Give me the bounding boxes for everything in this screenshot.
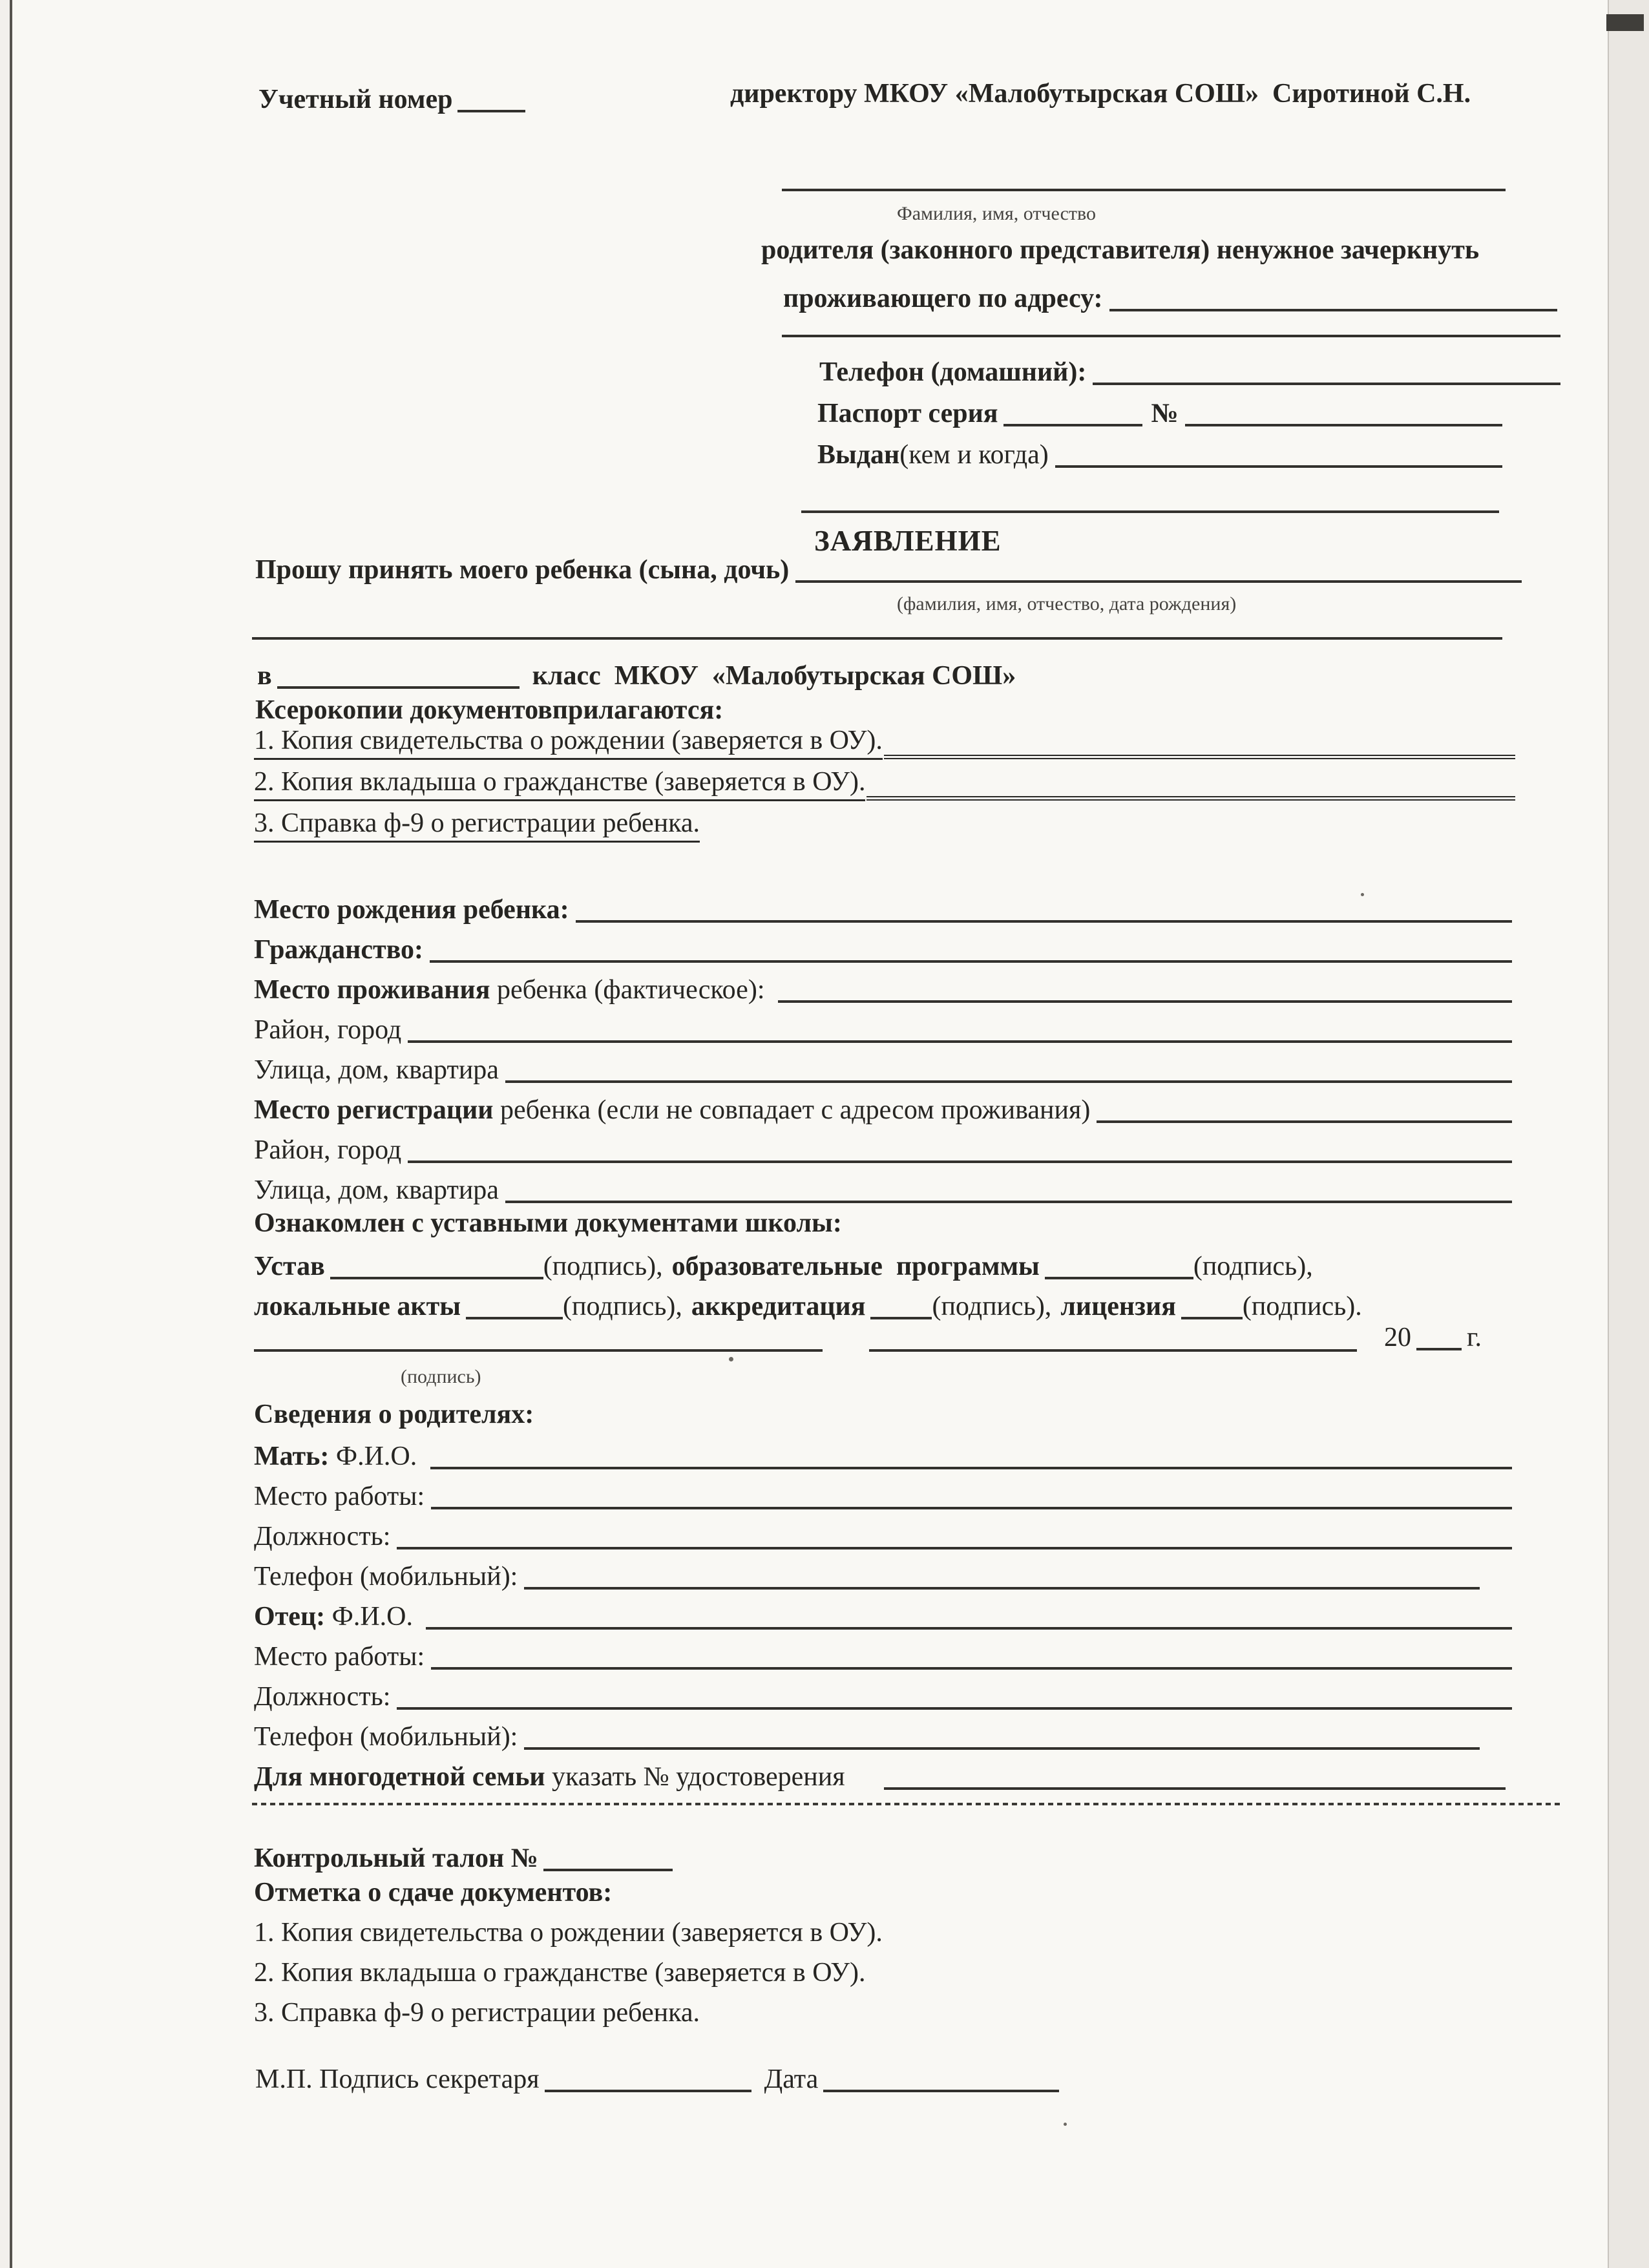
year-prefix: 20 — [1384, 1322, 1411, 1352]
residence-label-bold: Место проживания — [254, 974, 490, 1005]
control-coupon-row — [254, 1838, 673, 1874]
local-acts-row — [254, 1286, 1362, 1322]
father-fio-blank — [426, 1627, 1512, 1630]
parents-header: Сведения о родителях: — [254, 1400, 534, 1429]
mother-label: Мать: — [254, 1441, 330, 1471]
copies-item-row — [254, 765, 1515, 801]
date-blank — [823, 2090, 1059, 2092]
secretary-row — [255, 2059, 1059, 2095]
street-blank — [505, 1201, 1512, 1203]
charter-label: Устав — [254, 1251, 325, 1281]
mother-fio-blank — [430, 1467, 1512, 1469]
request-label: Прошу принять моего ребенка (сына, дочь) — [255, 554, 790, 585]
docs-item: 3. Справка ф-9 о регистрации ребенка. — [254, 1998, 700, 2028]
position-row — [254, 1676, 1512, 1712]
copies-item-blank — [884, 755, 1515, 759]
passport-issued-row — [817, 434, 1502, 470]
fio-caption: Фамилия, имя, отчество — [897, 203, 1096, 224]
accreditation-label: аккредитация — [691, 1291, 866, 1321]
address-row — [783, 278, 1557, 314]
passport-series-label: Паспорт серия — [817, 398, 998, 428]
home-phone-row — [819, 352, 1560, 388]
mobile-phone-row — [254, 1716, 1480, 1752]
control-coupon-blank — [543, 1869, 673, 1871]
address-label: проживающего по адресу: — [783, 283, 1103, 313]
scan-speck — [1064, 2123, 1067, 2126]
registration-row — [254, 1089, 1512, 1126]
signature-hint: (подпись), — [563, 1291, 682, 1321]
district-city-label: Район, город — [254, 1014, 402, 1045]
citizenship-row — [254, 929, 1512, 965]
position-blank — [397, 1547, 1512, 1549]
issued-label: Выдан — [817, 439, 900, 470]
class-prefix: в — [257, 660, 272, 691]
mother-fio-row — [254, 1436, 1512, 1472]
license-signature-blank — [1181, 1317, 1243, 1319]
director-line: директору МКОУ «Малобутырская СОШ» Сиротиной С.Н. — [730, 79, 1471, 109]
mobile-phone-row — [254, 1556, 1480, 1592]
large-family-label-rest: указать № удостоверения — [545, 1761, 845, 1792]
position-blank — [397, 1707, 1512, 1710]
mobile-phone-blank — [524, 1587, 1480, 1590]
residence-row — [254, 969, 1512, 1005]
passport-series-blank — [1003, 424, 1142, 426]
citizenship-blank — [430, 960, 1512, 963]
signature-caption: (подпись) — [401, 1366, 481, 1387]
large-family-blank — [884, 1787, 1506, 1790]
street-row — [254, 1170, 1512, 1206]
residence-label-rest: ребенка (фактическое): — [490, 974, 772, 1005]
signature-hint: (подпись), — [543, 1251, 663, 1281]
address-blank — [1109, 309, 1557, 311]
birth-place-label: Место рождения ребенка: — [254, 894, 569, 925]
street-row — [254, 1049, 1512, 1086]
signature-hint: (подпись). — [1242, 1291, 1362, 1321]
district-city-row — [254, 1009, 1512, 1045]
citizenship-label: Гражданство: — [254, 934, 423, 965]
mobile-phone-blank — [524, 1747, 1480, 1750]
work-row — [254, 1636, 1512, 1672]
work-blank — [431, 1507, 1512, 1509]
mobile-phone-label: Телефон (мобильный): — [254, 1721, 518, 1752]
charter-signature-blank — [330, 1277, 543, 1279]
parent-role-line: родителя (законного представителя) ненужное зачеркнуть — [761, 235, 1480, 265]
copies-item: 2. Копия вкладыша о гражданстве (заверяется в ОУ). — [254, 767, 865, 801]
license-label: лицензия — [1060, 1291, 1176, 1321]
birth-place-blank — [576, 920, 1512, 923]
addressee-blank-rule — [801, 510, 1499, 513]
signature-hint: (подпись), — [932, 1291, 1052, 1321]
tear-off-separator — [252, 1803, 1564, 1805]
docs-mark-header: Отметка о сдаче документов: — [254, 1878, 613, 1907]
scan-speck — [729, 1357, 733, 1361]
programs-label: образовательные программы — [671, 1251, 1040, 1281]
district-city-label: Район, город — [254, 1135, 402, 1165]
registration-label-bold: Место регистрации — [254, 1095, 494, 1125]
position-label: Должность: — [254, 1681, 391, 1712]
account-number-blank — [457, 110, 525, 112]
secretary-signature-blank — [545, 2090, 751, 2092]
work-label: Место работы: — [254, 1481, 425, 1511]
issued-hint: (кем и когда) — [899, 439, 1049, 470]
work-row — [254, 1476, 1512, 1512]
issued-blank — [1055, 465, 1502, 468]
fio-label: Ф.И.О. — [329, 1441, 424, 1471]
passport-row — [817, 393, 1502, 429]
passport-number-blank — [1185, 424, 1502, 426]
docs-item: 1. Копия свидетельства о рождении (заверяется в ОУ). — [254, 1918, 883, 1948]
district-city-row — [254, 1129, 1512, 1166]
street-blank — [505, 1080, 1512, 1083]
control-coupon-label: Контрольный талон № — [254, 1843, 538, 1873]
copies-header: Ксерокопии документовприлагаются: — [255, 695, 724, 725]
charter-row — [254, 1246, 1313, 1282]
secretary-label: М.П. Подпись секретаря — [255, 2064, 540, 2094]
account-number-label: Учетный номер — [258, 84, 453, 114]
copies-item-blank — [867, 796, 1515, 801]
application-title: ЗАЯВЛЕНИЕ — [814, 525, 1002, 557]
docs-item: 2. Копия вкладыша о гражданстве (заверяется в ОУ). — [254, 1958, 866, 1988]
account-number-row — [258, 79, 525, 115]
accreditation-signature-blank — [870, 1317, 932, 1319]
mobile-phone-label: Телефон (мобильный): — [254, 1561, 518, 1591]
copies-item: 3. Справка ф-9 о регистрации ребенка. — [254, 808, 700, 843]
father-label: Отец: — [254, 1601, 326, 1632]
request-row — [255, 549, 1522, 585]
local-acts-label: локальные акты — [254, 1291, 461, 1321]
scan-left-paper-edge — [10, 0, 12, 2268]
class-blank — [277, 686, 520, 689]
work-label: Место работы: — [254, 1641, 425, 1672]
position-row — [254, 1516, 1512, 1552]
district-city-blank — [408, 1160, 1512, 1163]
signature-rule — [254, 1349, 823, 1352]
acts-signature-blank — [466, 1317, 563, 1319]
large-family-row — [254, 1756, 1506, 1792]
registration-blank — [1097, 1120, 1512, 1123]
date-label: Дата — [764, 2064, 819, 2094]
scan-corner-mark — [1606, 14, 1644, 31]
father-fio-row — [254, 1596, 1512, 1632]
street-label: Улица, дом, квартира — [254, 1175, 499, 1205]
scan-right-paper-edge — [1608, 0, 1649, 2268]
copies-item-row — [254, 724, 1515, 760]
home-phone-blank — [1093, 383, 1560, 385]
street-label: Улица, дом, квартира — [254, 1055, 499, 1085]
large-family-label-bold: Для многодетной семьи — [254, 1761, 545, 1792]
position-label: Должность: — [254, 1521, 391, 1551]
home-phone-label: Телефон (домашний): — [819, 357, 1087, 387]
class-row — [257, 655, 1016, 691]
request-blank — [795, 580, 1522, 583]
work-blank — [431, 1667, 1512, 1670]
birth-place-row — [254, 889, 1512, 925]
copies-item: 1. Копия свидетельства о рождении (заверяется в ОУ). — [254, 726, 883, 760]
scan-left-margin — [0, 0, 10, 2268]
child-name-blank-rule — [252, 637, 1502, 640]
programs-signature-blank — [1045, 1277, 1193, 1279]
registration-label-rest: ребенка (если не совпадает с адресом проживания) — [493, 1095, 1091, 1125]
passport-number-sign: № — [1151, 398, 1179, 428]
year-blank — [1416, 1348, 1462, 1350]
year-suffix: г. — [1467, 1322, 1482, 1352]
ack-header: Ознакомлен с уставными документами школы: — [254, 1208, 842, 1238]
class-school-label: класс МКОУ «Малобутырская СОШ» — [532, 660, 1016, 691]
copies-item-row — [254, 806, 700, 843]
year-row — [1384, 1317, 1482, 1353]
address-blank-rule — [782, 335, 1560, 337]
fio-blank-rule — [782, 189, 1506, 191]
residence-blank — [778, 1000, 1512, 1003]
district-city-blank — [408, 1040, 1512, 1043]
request-caption: (фамилия, имя, отчество, дата рождения) — [897, 593, 1237, 614]
signature-hint: (подпись), — [1193, 1251, 1313, 1281]
fio-label: Ф.И.О. — [325, 1601, 420, 1632]
date-rule — [869, 1349, 1357, 1352]
